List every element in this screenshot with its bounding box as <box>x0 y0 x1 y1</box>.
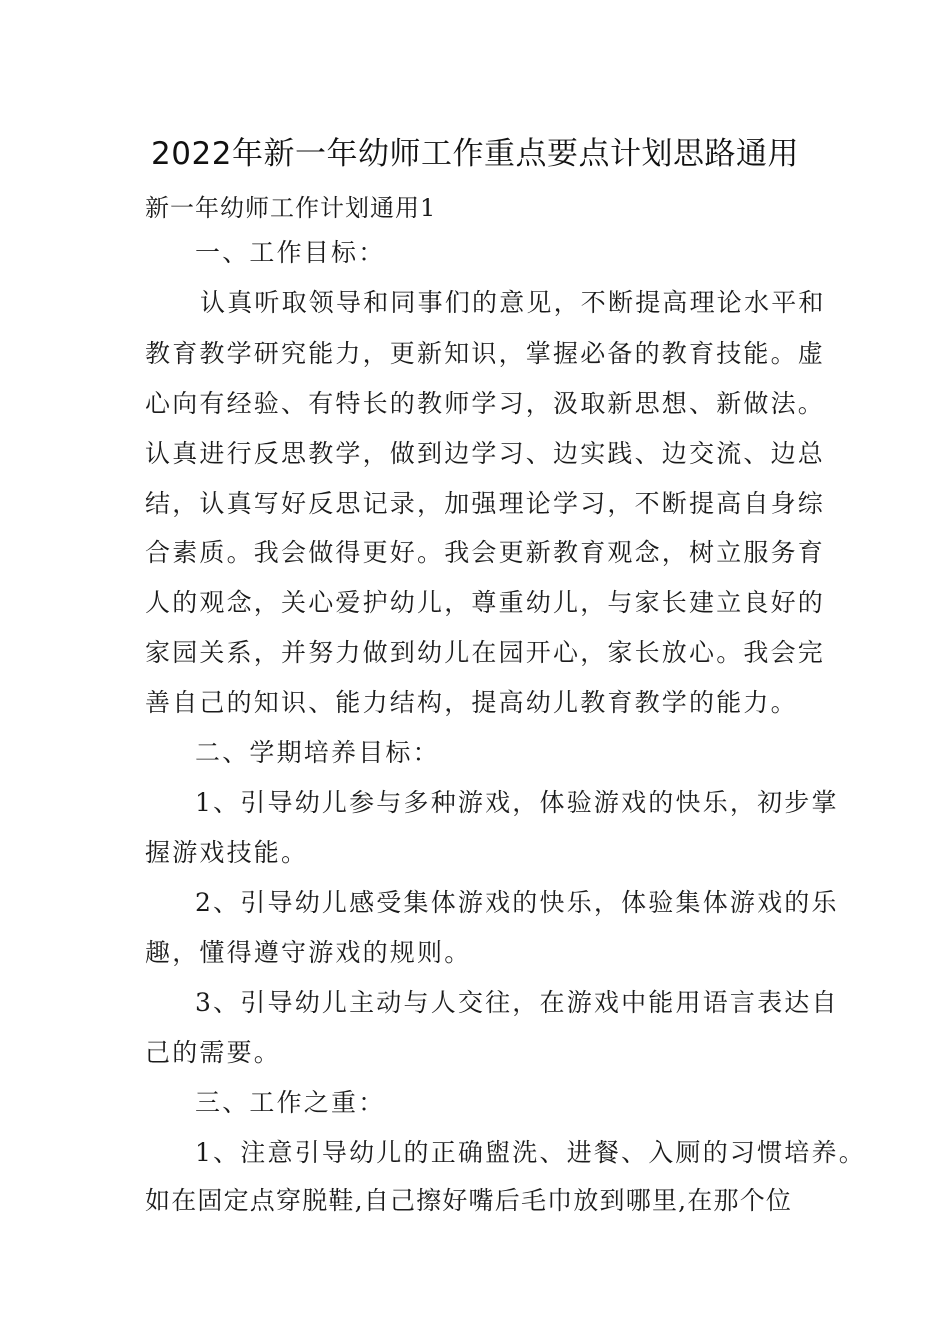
paragraph-line: 心向有经验、有特长的教师学习，汲取新思想、新做法。 <box>145 389 826 418</box>
paragraph-line: 认真进行反思教学，做到边学习、边实践、边交流、边总 <box>145 439 826 468</box>
section-heading: 二、学期培养目标： <box>195 738 440 767</box>
paragraph-line: 合素质。我会做得更好。我会更新教育观念，树立服务育 <box>145 538 826 567</box>
paragraph-line: 2、引导幼儿感受集体游戏的快乐，体验集体游戏的乐 <box>195 888 839 917</box>
paragraph-line: 家园关系，并努力做到幼儿在园开心，家长放心。我会完 <box>145 638 826 667</box>
paragraph-line: 认真听取领导和同事们的意见，不断提高理论水平和 <box>200 288 826 317</box>
paragraph-line: 己的需要。 <box>145 1038 282 1067</box>
paragraph-line: 人的观念，关心爱护幼儿，尊重幼儿，与家长建立良好的 <box>145 588 826 617</box>
paragraph-line: 教育教学研究能力，更新知识，掌握必备的教育技能。虚 <box>145 339 826 368</box>
section-heading: 一、工作目标： <box>195 238 386 267</box>
paragraph-line: 结，认真写好反思记录，加强理论学习，不断提高自身综 <box>145 489 826 518</box>
paragraph-line: 1、引导幼儿参与多种游戏，体验游戏的快乐，初步掌 <box>195 788 839 817</box>
paragraph-line: 趣，懂得遵守游戏的规则。 <box>145 938 472 967</box>
paragraph-line: 3、引导幼儿主动与人交往，在游戏中能用语言表达自 <box>195 988 839 1017</box>
paragraph-line: 握游戏技能。 <box>145 838 309 867</box>
section-heading: 三、工作之重： <box>195 1088 386 1117</box>
paragraph-line: 1、注意引导幼儿的正确盥洗、进餐、入厕的习惯培养。 <box>195 1138 866 1167</box>
paragraph-line: 如在固定点穿脱鞋,自己擦好嘴后毛巾放到哪里,在那个位 <box>145 1186 793 1215</box>
paragraph-line: 善自己的知识、能力结构，提高幼儿教育教学的能力。 <box>145 688 798 717</box>
document-title: 2022年新一年幼师工作重点要点计划思路通用 <box>151 136 799 172</box>
document-subtitle: 新一年幼师工作计划通用1 <box>145 194 437 222</box>
